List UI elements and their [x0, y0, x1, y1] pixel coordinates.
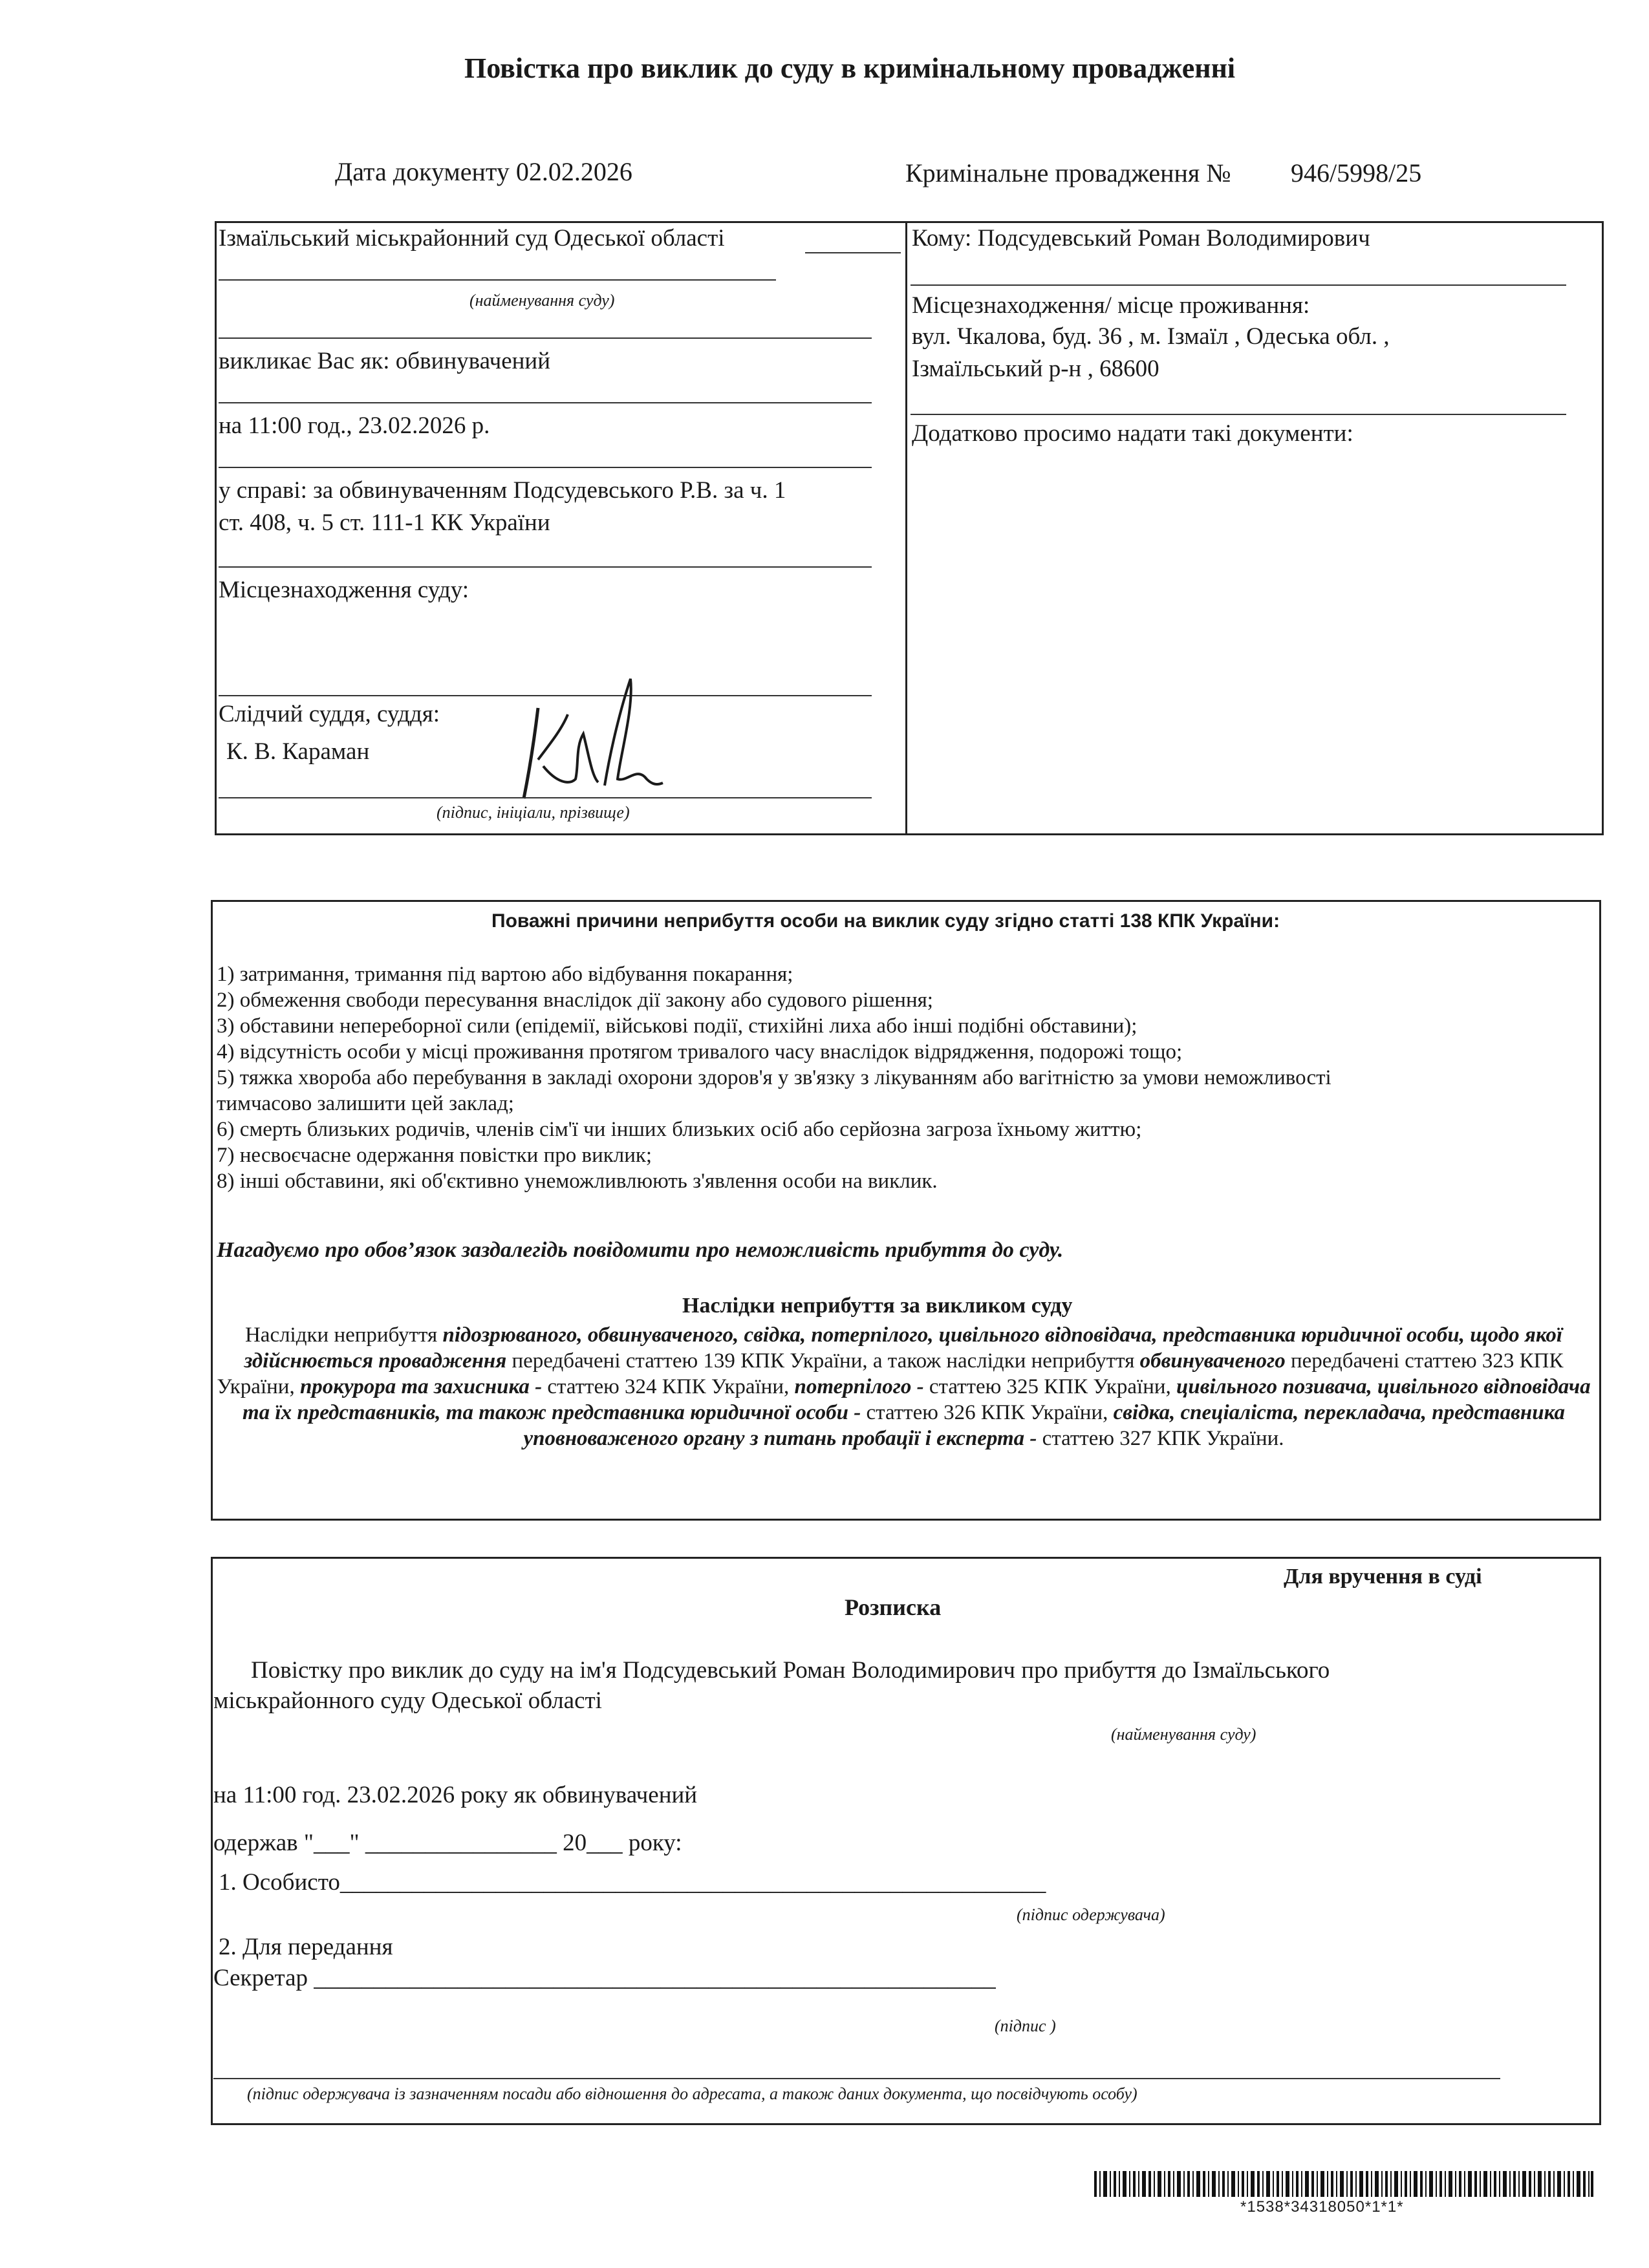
recipient-underline: [911, 284, 1566, 286]
summons-role: викликає Вас як: обвинувачений: [219, 348, 551, 374]
judge-label: Слідчий суддя, суддя:: [219, 701, 440, 727]
address-underline: [911, 414, 1566, 415]
court-line-3: [219, 337, 872, 339]
recipient: Кому: Подсудевський Роман Володимирович: [912, 225, 1370, 251]
receipt-secretary: Секретар _________________________________________________________: [213, 1965, 996, 1991]
receipt-transfer: 2. Для передання: [219, 1934, 393, 1960]
judge-name: К. В. Караман: [226, 738, 370, 765]
case-number: 946/5998/25: [1291, 158, 1422, 187]
barcode: [1094, 2171, 1593, 2197]
receipt-court-caption: (найменування суду): [1111, 1725, 1256, 1744]
judge-signature: [498, 669, 666, 808]
appearance-datetime: на 11:00 год., 23.02.2026 р.: [219, 412, 490, 439]
receipt-received: одержав "___" ________________ 20___ року:: [213, 1830, 682, 1856]
reason-item: 5) тяжка хвороба або перебування в закладі охорони здоров'я у зв'язку з лікуванням або вагітністю за умови неможливості: [217, 1066, 1331, 1089]
receipt-bottom-line: [213, 2078, 1500, 2079]
personal-caption: (підпис одержувача): [1017, 1905, 1165, 1924]
court-name-underline: [805, 252, 901, 253]
receipt-line-1: Повістку про виклик до суду на ім'я Подсудевський Роман Володимирович про прибуття до Ізмаїльського: [251, 1657, 1330, 1684]
reason-item: 6) смерть близьких родичів, членів сім'ї чи інших близьких осіб або серйозна загроза їхньому життю;: [217, 1118, 1142, 1141]
residence-label: Місцезнаходження/ місце проживання:: [912, 292, 1310, 319]
case-underline: [219, 566, 872, 568]
receipt-date-line: на 11:00 год. 23.02.2026 року як обвинувачений: [213, 1782, 698, 1808]
reason-item: 8) інші обставини, які об'єктивно унеможливлюють з'явлення особи на виклик.: [217, 1170, 938, 1193]
reason-item: 2) обмеження свободи пересування внаслідок дії закону або судового рішення;: [217, 989, 933, 1012]
receipt-line-2: міськрайонного суду Одеської області: [213, 1687, 602, 1714]
case-label: Кримінальне провадження №: [905, 158, 1231, 187]
court-caption: (найменування суду): [469, 291, 615, 310]
column-divider: [905, 221, 907, 835]
court-name: Ізмаїльський міськрайонний суд Одеської області: [219, 225, 725, 251]
reason-item: 4) відсутність особи у місці проживання протягом тривалого часу внаслідок відрядження, подорожі тощо;: [217, 1040, 1183, 1064]
reason-item: 3) обставини непереборної сили (епідемії, військові події, стихійні лиха або інші подібні обставини);: [217, 1014, 1137, 1038]
consequences-heading: Наслідки неприбуття за викликом суду: [682, 1294, 1073, 1318]
reason-item: тимчасово залишити цей заклад;: [217, 1092, 514, 1115]
court-location-label: Місцезнаходження суду:: [219, 577, 469, 603]
reason-item: 7) несвоєчасне одержання повістки про виклик;: [217, 1144, 652, 1167]
reasons-heading: Поважні причини неприбуття особи на виклик суду згідно статті 138 КПК України:: [491, 910, 1280, 932]
document-date: Дата документу 02.02.2026: [335, 157, 632, 186]
signature-underline: [219, 797, 872, 798]
court-line-2: [219, 279, 776, 281]
case-description-1: у справі: за обвинуваченням Подсудевського Р.В. за ч. 1: [219, 477, 786, 504]
consequences-text: Наслідки неприбуття підозрюваного, обвинуваченого, свідка, потерпілого, цивільного відповідача, представника юридичної особи, щодо якої здійснюється провадження передбачені статтею 139 КПК України, а також наслідки неприбуття обвинуваченого передбачені статтею 323 КПК України, прокурора та захисника - статтею 324 КПК України, потерпілого - статтею 325 КПК України, цивільного позивача, цивільного відповідача та їх представників, та також представника юридичної особи - статтею 326 КПК України, свідка, спеціаліста, перекладача, представника уповноваженого органу з питань пробації і експерта - статтею 327 КПК України.: [217, 1323, 1591, 1450]
case-description-2: ст. 408, ч. 5 ст. 111-1 КК України: [219, 509, 550, 536]
secretary-caption: (підпис ): [995, 2017, 1056, 2035]
reasons-list: [217, 961, 1588, 1194]
page-title: Повістка про виклик до суду в кримінальному провадженні: [464, 52, 1236, 84]
receipt-title: Розписка: [845, 1594, 942, 1620]
signature-caption: (підпис, ініціали, прізвище): [436, 803, 630, 822]
for-court-label: Для вручення в суді: [1284, 1565, 1482, 1589]
reminder: Нагадуємо про обов’язок заздалегідь повідомити про неможливість прибуття до суду.: [217, 1238, 1064, 1262]
address-line-2: Ізмаїльський р-н , 68600: [912, 356, 1159, 382]
address-line-1: вул. Чкалова, буд. 36 , м. Ізмаїл , Одеська обл. ,: [912, 323, 1390, 350]
receipt-bottom-caption: (підпис одержувача із зазначенням посади або відношення до адресата, а також даних документа, що посвідчують особу): [247, 2084, 1137, 2103]
barcode-text: *1538*34318050*1*1*: [1240, 2198, 1404, 2216]
reason-item: 1) затримання, тримання під вартою або відбування покарання;: [217, 963, 793, 986]
role-underline: [219, 402, 872, 403]
datetime-underline: [219, 467, 872, 468]
receipt-personal: 1. Особисто___________________________________________________________: [219, 1869, 1046, 1896]
documents-label: Додатково просимо надати такі документи:: [912, 420, 1353, 447]
